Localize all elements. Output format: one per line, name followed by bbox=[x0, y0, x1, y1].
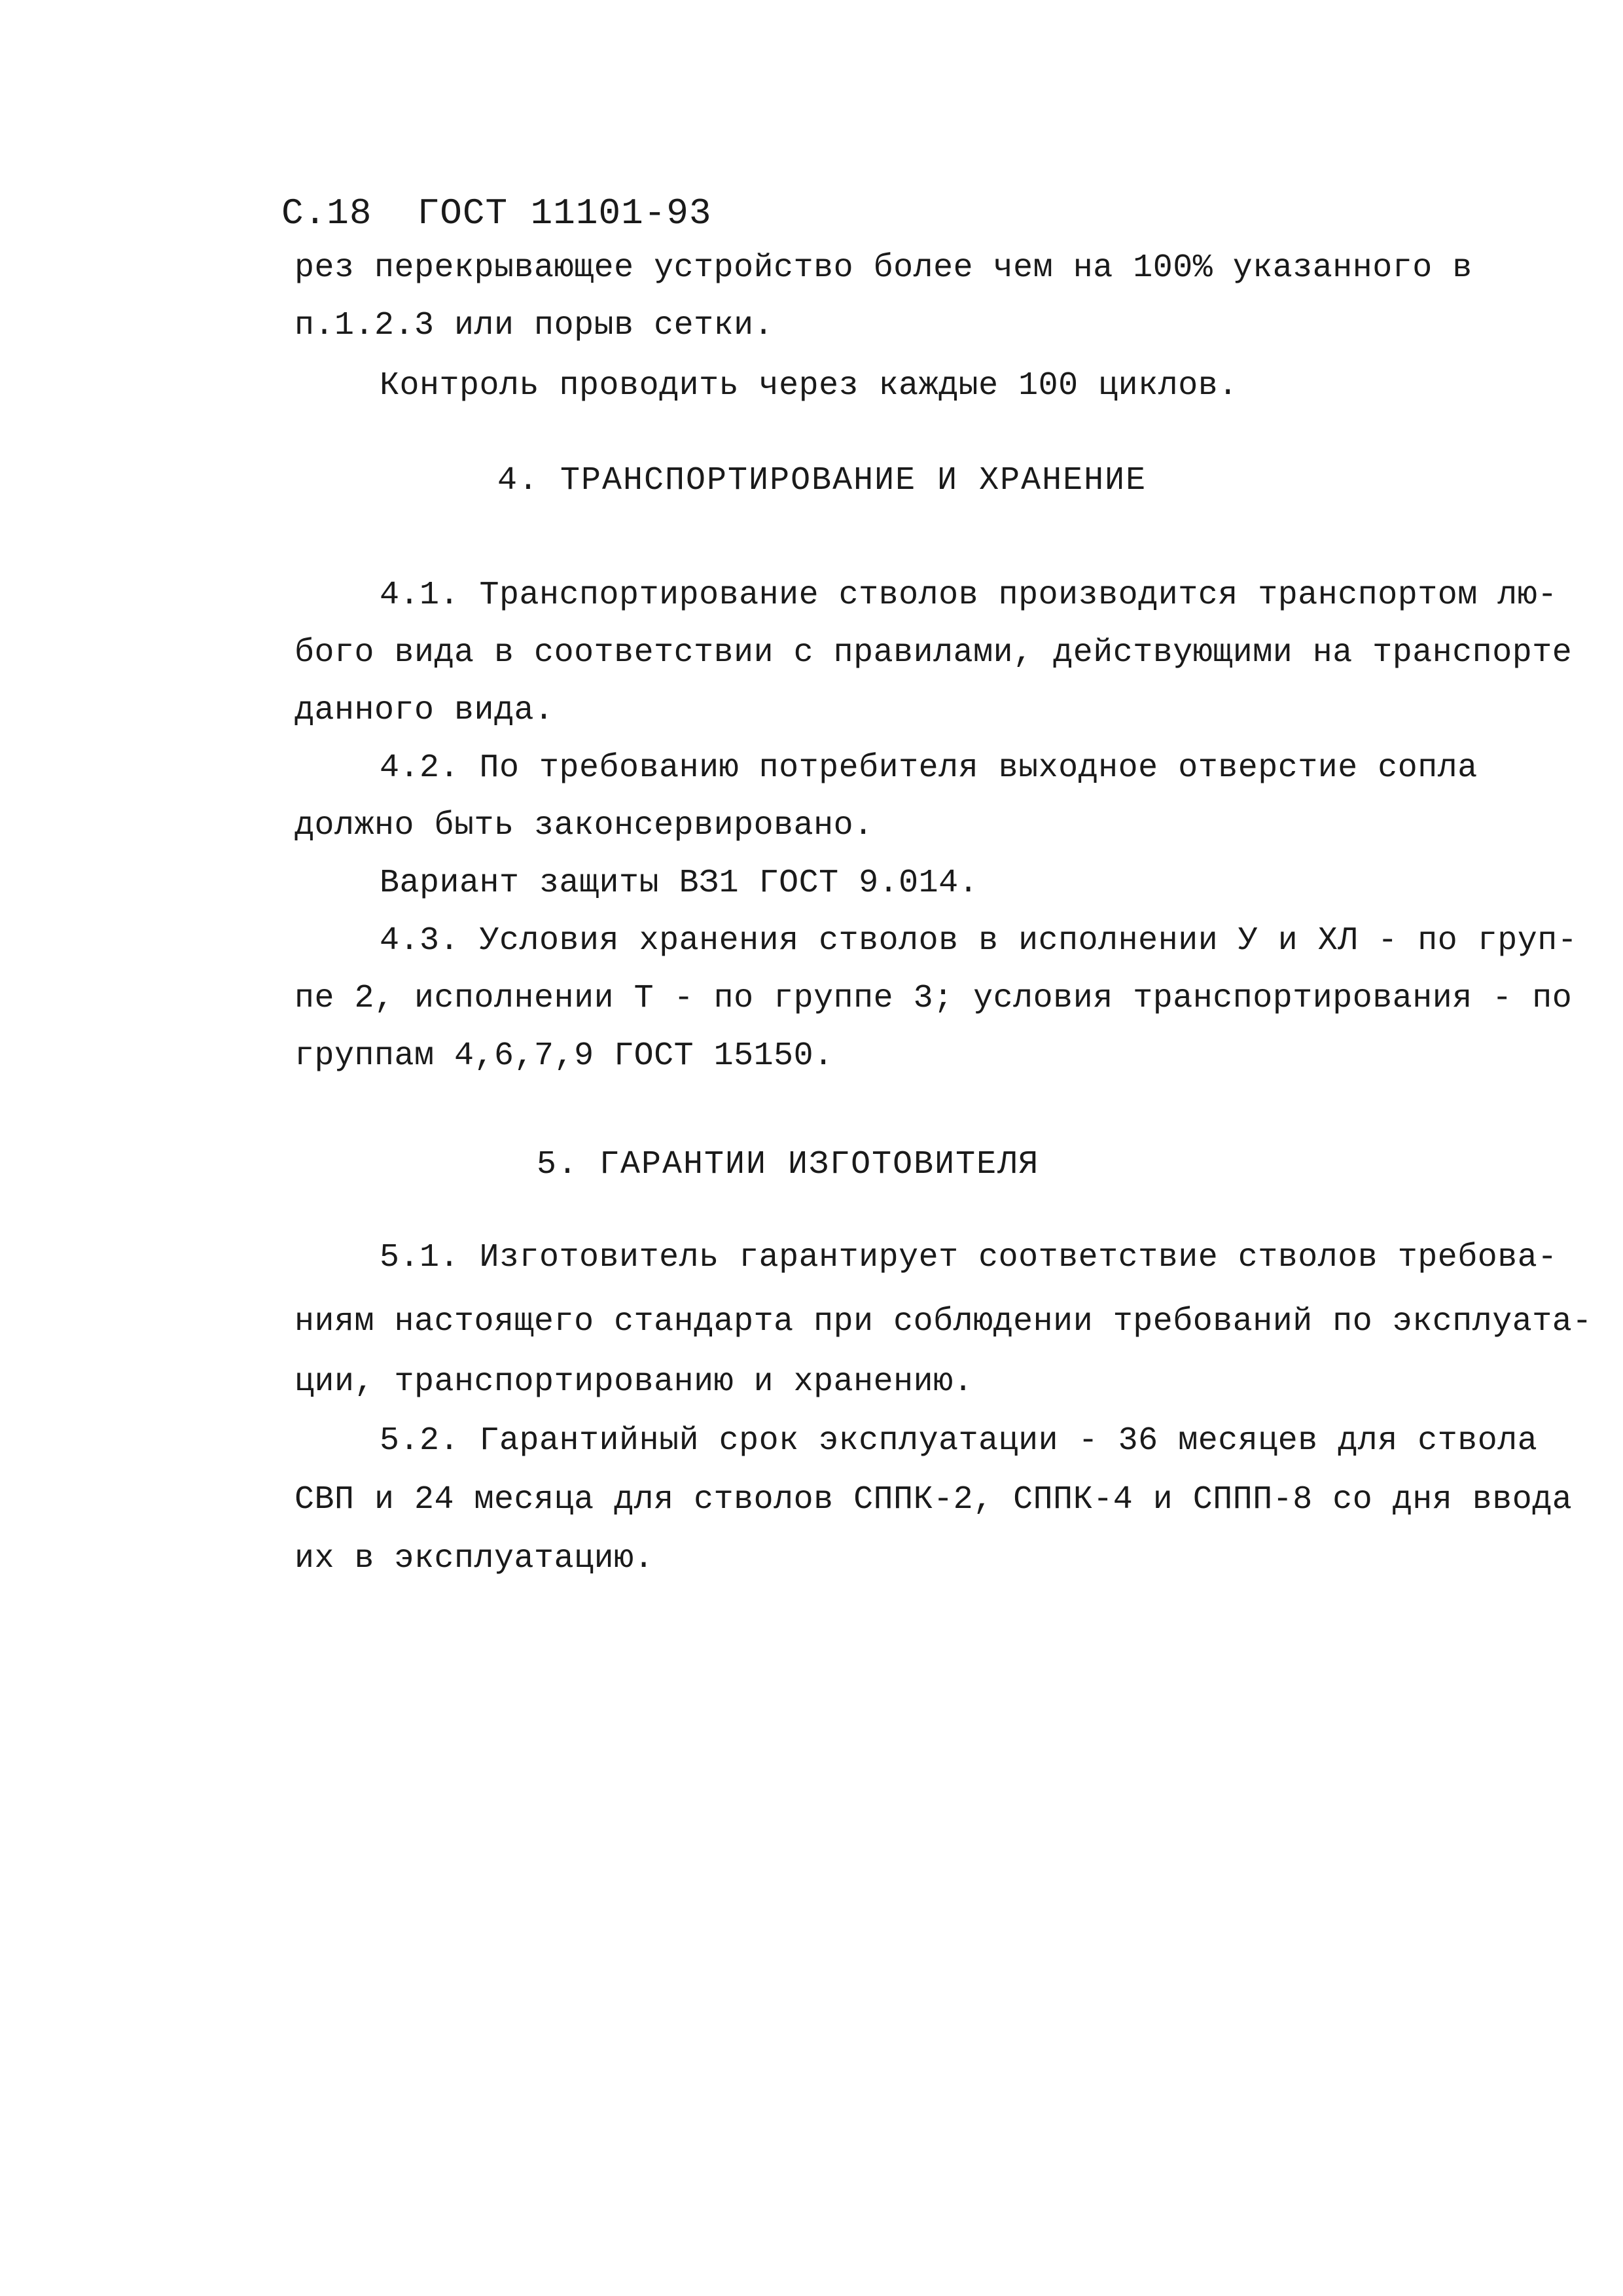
paragraph-4-2-line: должно быть законсервировано. bbox=[294, 807, 874, 844]
paragraph-4-1-line: 4.1. Транспортирование стволов производится транспортом лю- bbox=[380, 577, 1558, 614]
paragraph-5-2-line: СВП и 24 месяца для стволов СППК-2, СППК-4 и СППП-8 со дня ввода bbox=[294, 1481, 1573, 1518]
text-line: Контроль проводить через каждые 100 циклов. bbox=[380, 367, 1238, 404]
paragraph-4-3-line: группам 4,6,7,9 ГОСТ 15150. bbox=[294, 1037, 834, 1075]
paragraph-5-2-line: их в эксплуатацию. bbox=[294, 1540, 654, 1577]
page-number: С.18 bbox=[281, 192, 372, 234]
section-heading-5: 5. ГАРАНТИИ ИЗГОТОВИТЕЛЯ bbox=[537, 1146, 1040, 1183]
text-line: п.1.2.3 или порыв сетки. bbox=[294, 307, 774, 344]
paragraph-4-3-line: пе 2, исполнении Т - по группе 3; условия транспортирования - по bbox=[294, 980, 1573, 1017]
text-line: рез перекрывающее устройство более чем на 100% указанного в bbox=[294, 249, 1472, 287]
page-header bbox=[281, 194, 712, 233]
paragraph-5-1-line: 5.1. Изготовитель гарантирует соответствие стволов требова- bbox=[380, 1239, 1558, 1276]
standard-designation: ГОСТ 11101-93 bbox=[417, 192, 712, 234]
paragraph-4-3-line: 4.3. Условия хранения стволов в исполнении У и ХЛ - по груп- bbox=[380, 922, 1578, 960]
paragraph-4-2-line: 4.2. По требованию потребителя выходное отверстие сопла bbox=[380, 749, 1478, 787]
paragraph-4-1-line: данного вида. bbox=[294, 692, 554, 729]
paragraph-4-2-line: Вариант защиты ВЗ1 ГОСТ 9.014. bbox=[380, 865, 979, 902]
paragraph-5-1-line: ции, транспортированию и хранению. bbox=[294, 1363, 974, 1401]
paragraph-4-1-line: бого вида в соответствии с правилами, действующими на транспорте bbox=[294, 634, 1573, 672]
section-heading-4: 4. ТРАНСПОРТИРОВАНИЕ И ХРАНЕНИЕ bbox=[497, 462, 1147, 499]
paragraph-5-2-line: 5.2. Гарантийный срок эксплуатации - 36 месяцев для ствола bbox=[380, 1422, 1538, 1460]
paragraph-5-1-line: ниям настоящего стандарта при соблюдении требований по эксплуата- bbox=[294, 1303, 1592, 1340]
